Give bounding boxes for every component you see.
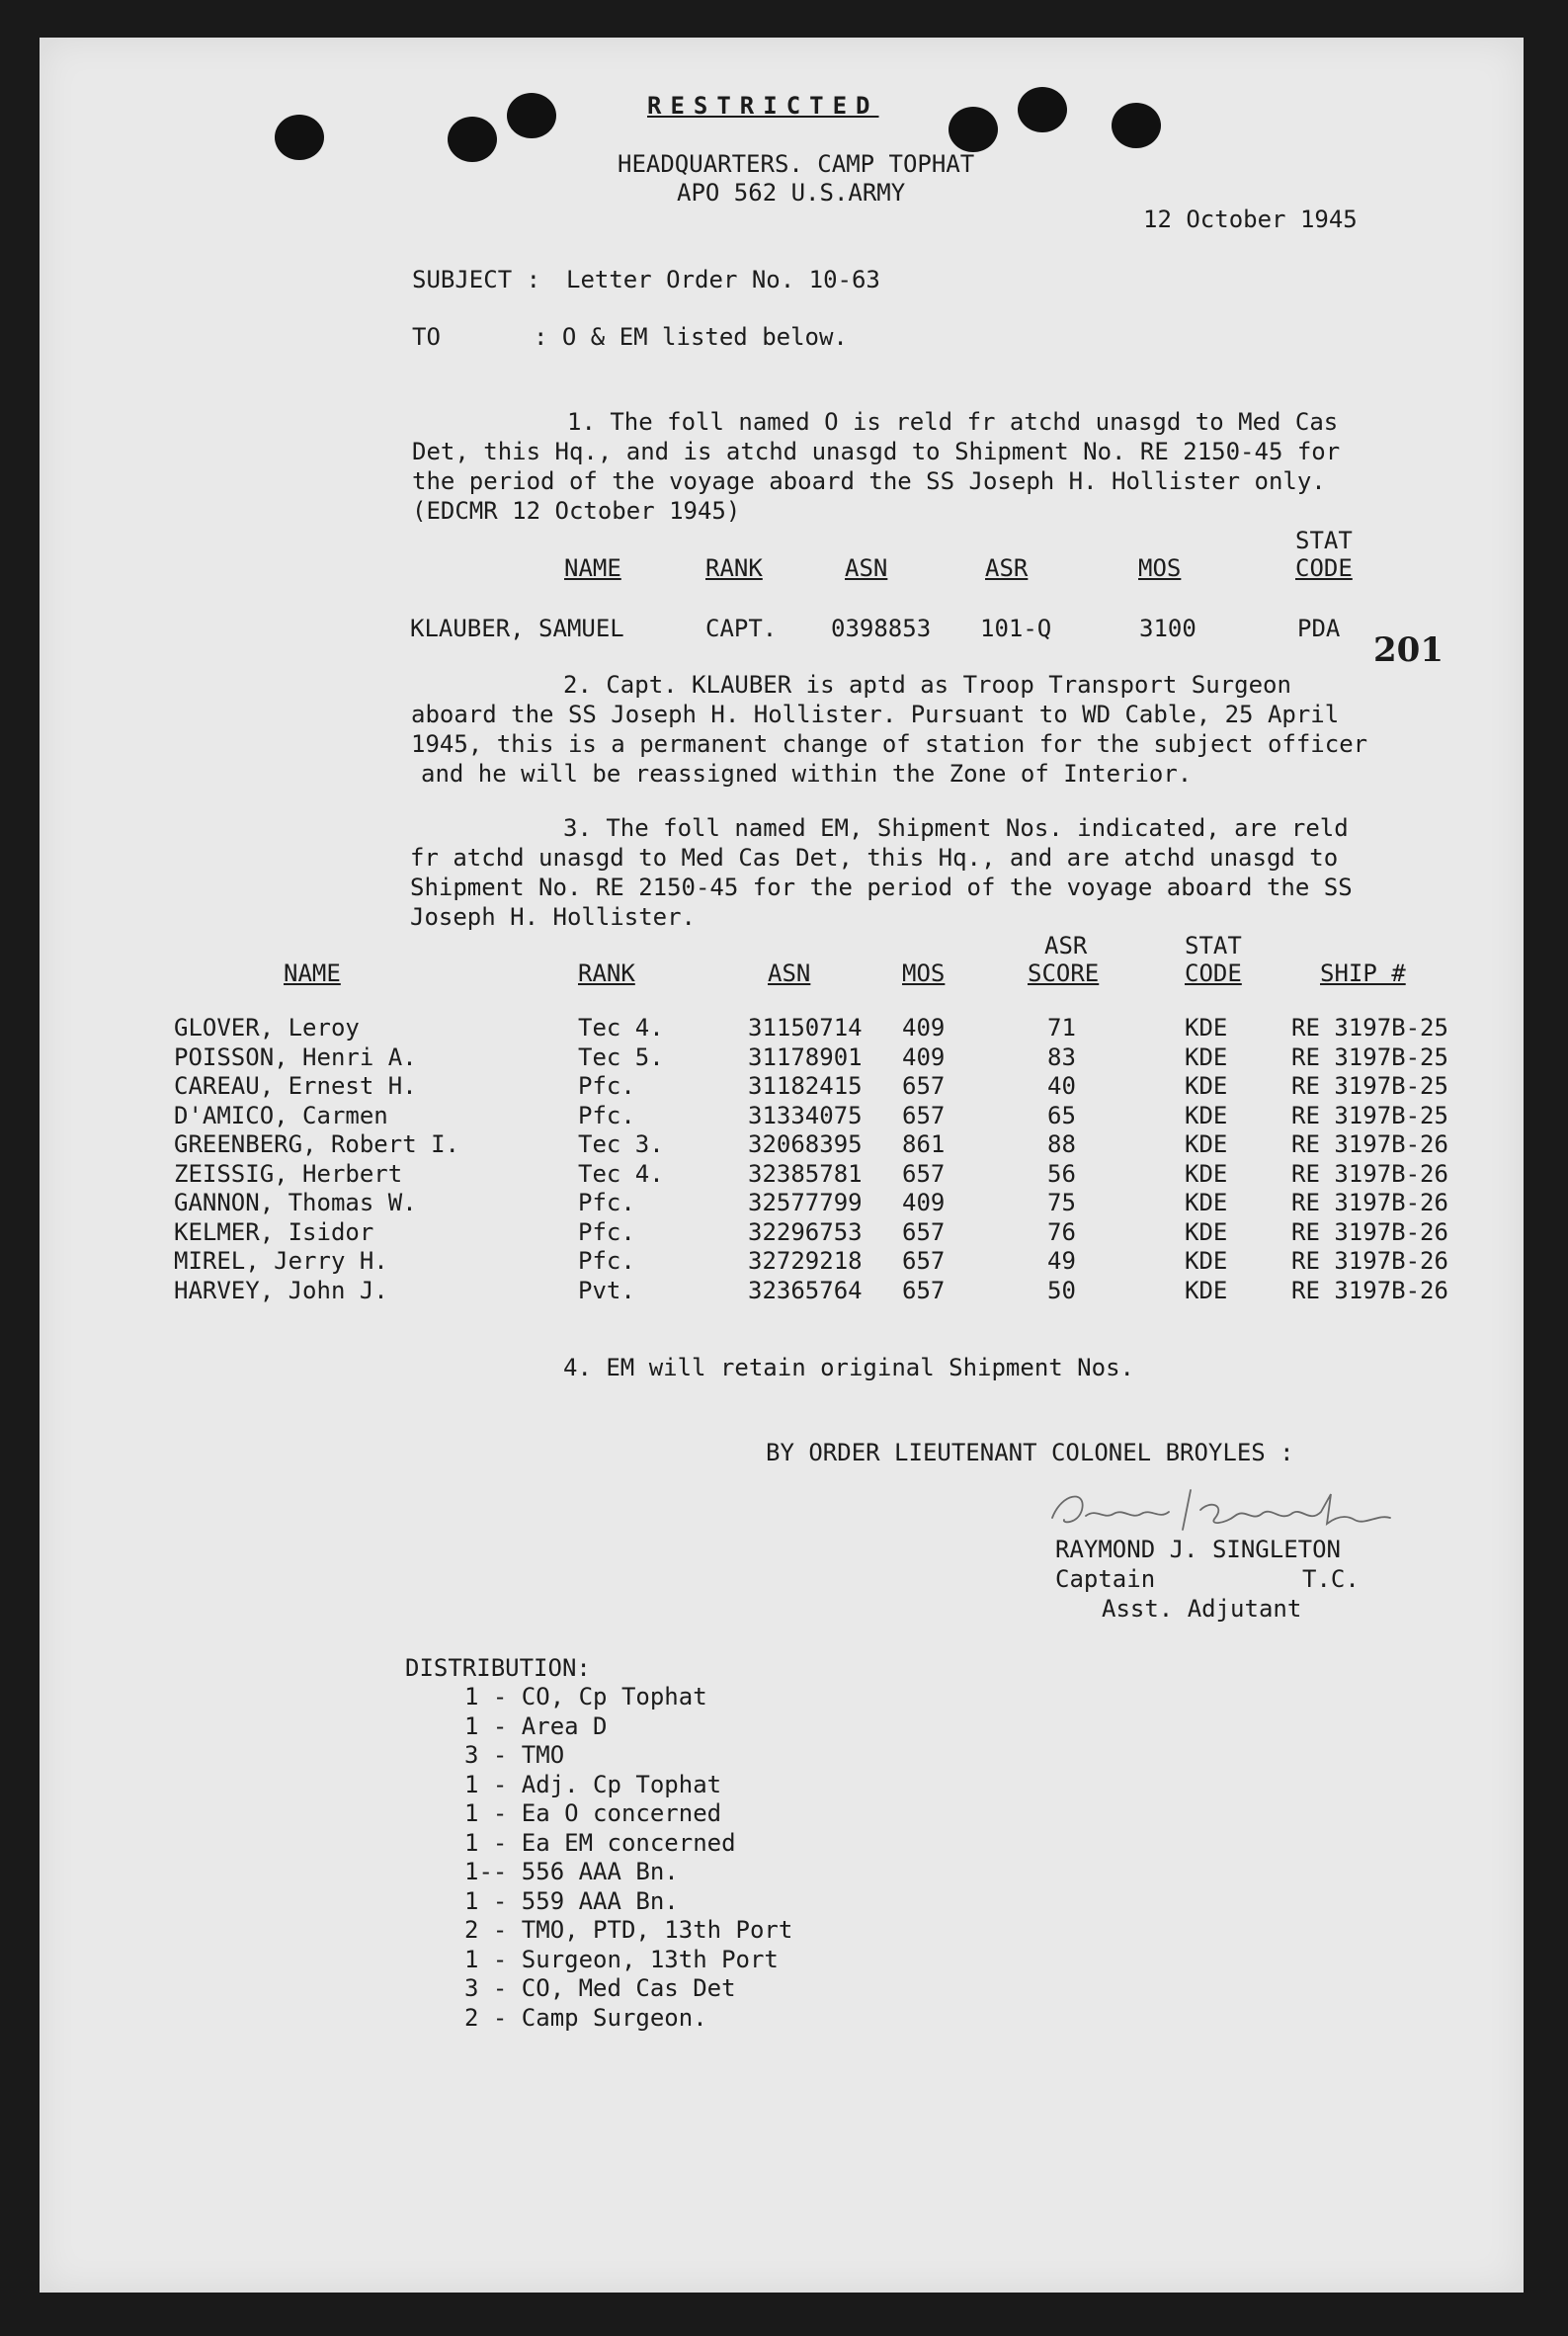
em-asn: 31178901 bbox=[748, 1043, 863, 1071]
em-asn: 32729218 bbox=[748, 1247, 863, 1275]
em-asn: 31334075 bbox=[748, 1101, 863, 1129]
em-name: D'AMICO, Carmen bbox=[174, 1101, 388, 1129]
em-header-mos: MOS bbox=[902, 959, 946, 987]
em-rank: Tec 5. bbox=[578, 1043, 664, 1071]
para1-line: 1. The foll named O is reld fr atchd unasgd to Med Cas bbox=[567, 408, 1339, 436]
em-stat: KDE bbox=[1185, 1276, 1228, 1304]
em-asn: 32296753 bbox=[748, 1217, 863, 1246]
signer-branch: T.C. bbox=[1302, 1565, 1360, 1593]
em-score: 50 bbox=[1047, 1276, 1076, 1304]
em-name: KELMER, Isidor bbox=[174, 1217, 374, 1246]
document-page bbox=[40, 38, 1524, 2293]
em-score: 40 bbox=[1047, 1072, 1076, 1100]
em-stat: KDE bbox=[1185, 1043, 1228, 1071]
em-header-rank: RANK bbox=[578, 959, 635, 987]
em-stat: KDE bbox=[1185, 1189, 1228, 1216]
officer-header-rank: RANK bbox=[705, 554, 763, 582]
em-score: 56 bbox=[1047, 1159, 1076, 1188]
distribution-list bbox=[464, 1683, 792, 2033]
em-rank: Tec 4. bbox=[578, 1014, 664, 1042]
em-table-body bbox=[40, 1014, 1522, 1310]
punch-hole bbox=[949, 107, 998, 152]
punch-hole bbox=[1112, 103, 1161, 148]
officer-asr: 101-Q bbox=[980, 615, 1052, 642]
em-name: GANNON, Thomas W. bbox=[174, 1189, 417, 1216]
em-mos: 657 bbox=[902, 1276, 946, 1304]
em-stat: KDE bbox=[1185, 1217, 1228, 1246]
em-stat: KDE bbox=[1185, 1130, 1228, 1158]
em-name: CAREAU, Ernest H. bbox=[174, 1072, 417, 1100]
para3-line: Joseph H. Hollister. bbox=[410, 903, 696, 931]
em-name: GLOVER, Leroy bbox=[174, 1014, 360, 1042]
margin-number: 201 bbox=[1373, 630, 1444, 670]
em-rank: Pfc. bbox=[578, 1247, 635, 1275]
list-item: 2 - TMO, PTD, 13th Port bbox=[464, 1916, 793, 1944]
em-mos: 657 bbox=[902, 1247, 946, 1275]
em-name: MIREL, Jerry H. bbox=[174, 1247, 388, 1275]
em-header-ship: SHIP # bbox=[1320, 959, 1406, 987]
em-stat: KDE bbox=[1185, 1014, 1228, 1042]
para3-line: fr atchd unasgd to Med Cas Det, this Hq., and are atchd unasgd to bbox=[410, 844, 1339, 872]
em-score: 71 bbox=[1047, 1014, 1076, 1042]
em-ship: RE 3197B-26 bbox=[1291, 1159, 1448, 1188]
em-stat: KDE bbox=[1185, 1247, 1228, 1275]
em-ship: RE 3197B-26 bbox=[1291, 1217, 1448, 1246]
em-mos: 409 bbox=[902, 1189, 946, 1216]
officer-header-name: NAME bbox=[564, 554, 621, 582]
list-item: 1 - Ea O concerned bbox=[464, 1799, 722, 1827]
to-label: TO bbox=[412, 323, 441, 351]
em-asn: 32068395 bbox=[748, 1130, 863, 1158]
org-line-1: HEADQUARTERS. CAMP TOPHAT bbox=[618, 150, 975, 178]
em-ship: RE 3197B-25 bbox=[1291, 1101, 1448, 1129]
em-name: POISSON, Henri A. bbox=[174, 1043, 417, 1071]
em-header-score: SCORE bbox=[1028, 959, 1100, 987]
list-item: 3 - TMO bbox=[464, 1741, 565, 1769]
list-item: 1 - 559 AAA Bn. bbox=[464, 1886, 679, 1915]
officer-header-asn: ASN bbox=[845, 554, 888, 582]
para2-line: 2. Capt. KLAUBER is aptd as Troop Transport Surgeon bbox=[563, 671, 1291, 699]
em-score: 83 bbox=[1047, 1043, 1076, 1071]
para3-line: 3. The foll named EM, Shipment Nos. indicated, are reld bbox=[563, 814, 1349, 842]
em-asn: 32577799 bbox=[748, 1189, 863, 1216]
org-line-2: APO 562 U.S.ARMY bbox=[677, 179, 906, 207]
list-item: 2 - Camp Surgeon. bbox=[464, 2003, 707, 2032]
em-mos: 657 bbox=[902, 1072, 946, 1100]
punch-hole bbox=[1018, 87, 1067, 132]
em-rank: Pfc. bbox=[578, 1072, 635, 1100]
para1-line: Det, this Hq., and is atchd unasgd to Shipment No. RE 2150-45 for bbox=[412, 438, 1341, 465]
officer-stat: PDA bbox=[1297, 615, 1341, 642]
em-mos: 861 bbox=[902, 1130, 946, 1158]
em-mos: 409 bbox=[902, 1014, 946, 1042]
em-score: 49 bbox=[1047, 1247, 1076, 1275]
em-stat: KDE bbox=[1185, 1101, 1228, 1129]
list-item: 1 - Surgeon, 13th Port bbox=[464, 1945, 779, 1973]
em-rank: Pfc. bbox=[578, 1101, 635, 1129]
list-item: 1 - Ea EM concerned bbox=[464, 1828, 736, 1857]
para1-line: (EDCMR 12 October 1945) bbox=[412, 497, 741, 525]
officer-rank: CAPT. bbox=[705, 615, 778, 642]
em-rank: Tec 3. bbox=[578, 1130, 664, 1158]
list-item: 1 - CO, Cp Tophat bbox=[464, 1683, 707, 1710]
em-ship: RE 3197B-25 bbox=[1291, 1072, 1448, 1100]
em-score: 76 bbox=[1047, 1217, 1076, 1246]
em-ship: RE 3197B-25 bbox=[1291, 1043, 1448, 1071]
by-order-line: BY ORDER LIEUTENANT COLONEL BROYLES : bbox=[766, 1439, 1294, 1466]
em-asn: 32385781 bbox=[748, 1159, 863, 1188]
officer-mos: 3100 bbox=[1139, 615, 1197, 642]
em-stat: KDE bbox=[1185, 1072, 1228, 1100]
list-item: 1 - Area D bbox=[464, 1711, 608, 1740]
officer-name: KLAUBER, SAMUEL bbox=[410, 615, 624, 642]
list-item: 3 - CO, Med Cas Det bbox=[464, 1974, 736, 2002]
officer-header-mos: MOS bbox=[1138, 554, 1182, 582]
em-mos: 657 bbox=[902, 1101, 946, 1129]
list-item: 1-- 556 AAA Bn. bbox=[464, 1858, 679, 1885]
em-header-stat: STAT bbox=[1185, 932, 1242, 959]
em-ship: RE 3197B-26 bbox=[1291, 1130, 1448, 1158]
subject-label: SUBJECT : bbox=[412, 266, 541, 293]
em-ship: RE 3197B-26 bbox=[1291, 1189, 1448, 1216]
em-score: 75 bbox=[1047, 1189, 1076, 1216]
subject-value: Letter Order No. 10-63 bbox=[566, 266, 880, 293]
officer-header-code: CODE bbox=[1295, 554, 1353, 582]
em-mos: 409 bbox=[902, 1043, 946, 1071]
list-item: 1 - Adj. Cp Tophat bbox=[464, 1770, 722, 1798]
officer-header-stat: STAT bbox=[1295, 527, 1353, 554]
em-score: 88 bbox=[1047, 1130, 1076, 1158]
em-mos: 657 bbox=[902, 1159, 946, 1188]
em-header-name: NAME bbox=[284, 959, 341, 987]
para4: 4. EM will retain original Shipment Nos. bbox=[563, 1354, 1134, 1381]
document-date: 12 October 1945 bbox=[1143, 206, 1358, 233]
para2-line: 1945, this is a permanent change of station for the subject officer bbox=[411, 730, 1368, 758]
para2-line: aboard the SS Joseph H. Hollister. Pursuant to WD Cable, 25 April bbox=[411, 701, 1340, 728]
punch-hole bbox=[448, 117, 497, 162]
signer-rank: Captain bbox=[1055, 1565, 1156, 1593]
em-rank: Tec 4. bbox=[578, 1159, 664, 1188]
em-header-asn: ASN bbox=[768, 959, 811, 987]
em-asn: 32365764 bbox=[748, 1276, 863, 1304]
em-header-code: CODE bbox=[1185, 959, 1242, 987]
em-ship: RE 3197B-26 bbox=[1291, 1247, 1448, 1275]
officer-asn: 0398853 bbox=[831, 615, 932, 642]
em-asn: 31150714 bbox=[748, 1014, 863, 1042]
em-rank: Pfc. bbox=[578, 1217, 635, 1246]
punch-hole bbox=[275, 115, 324, 160]
em-stat: KDE bbox=[1185, 1159, 1228, 1188]
em-rank: Pfc. bbox=[578, 1189, 635, 1216]
em-name: ZEISSIG, Herbert bbox=[174, 1159, 403, 1188]
to-value: : O & EM listed below. bbox=[534, 323, 848, 351]
classification-heading: RESTRICTED bbox=[647, 92, 879, 120]
signer-name: RAYMOND J. SINGLETON bbox=[1055, 1536, 1341, 1563]
em-name: GREENBERG, Robert I. bbox=[174, 1130, 459, 1158]
para2-line: and he will be reassigned within the Zone of Interior. bbox=[421, 760, 1193, 788]
em-mos: 657 bbox=[902, 1217, 946, 1246]
para1-line: the period of the voyage aboard the SS Joseph H. Hollister only. bbox=[412, 467, 1326, 495]
em-asn: 31182415 bbox=[748, 1072, 863, 1100]
em-rank: Pvt. bbox=[578, 1276, 635, 1304]
signer-title: Asst. Adjutant bbox=[1102, 1595, 1302, 1623]
distribution-title: DISTRIBUTION: bbox=[405, 1654, 591, 1682]
punch-hole bbox=[507, 93, 556, 138]
em-header-asr: ASR bbox=[1044, 932, 1088, 959]
em-ship: RE 3197B-25 bbox=[1291, 1014, 1448, 1042]
officer-header-asr: ASR bbox=[985, 554, 1029, 582]
em-ship: RE 3197B-26 bbox=[1291, 1276, 1448, 1304]
em-name: HARVEY, John J. bbox=[174, 1276, 388, 1304]
para3-line: Shipment No. RE 2150-45 for the period of the voyage aboard the SS bbox=[410, 874, 1353, 901]
em-score: 65 bbox=[1047, 1101, 1076, 1129]
